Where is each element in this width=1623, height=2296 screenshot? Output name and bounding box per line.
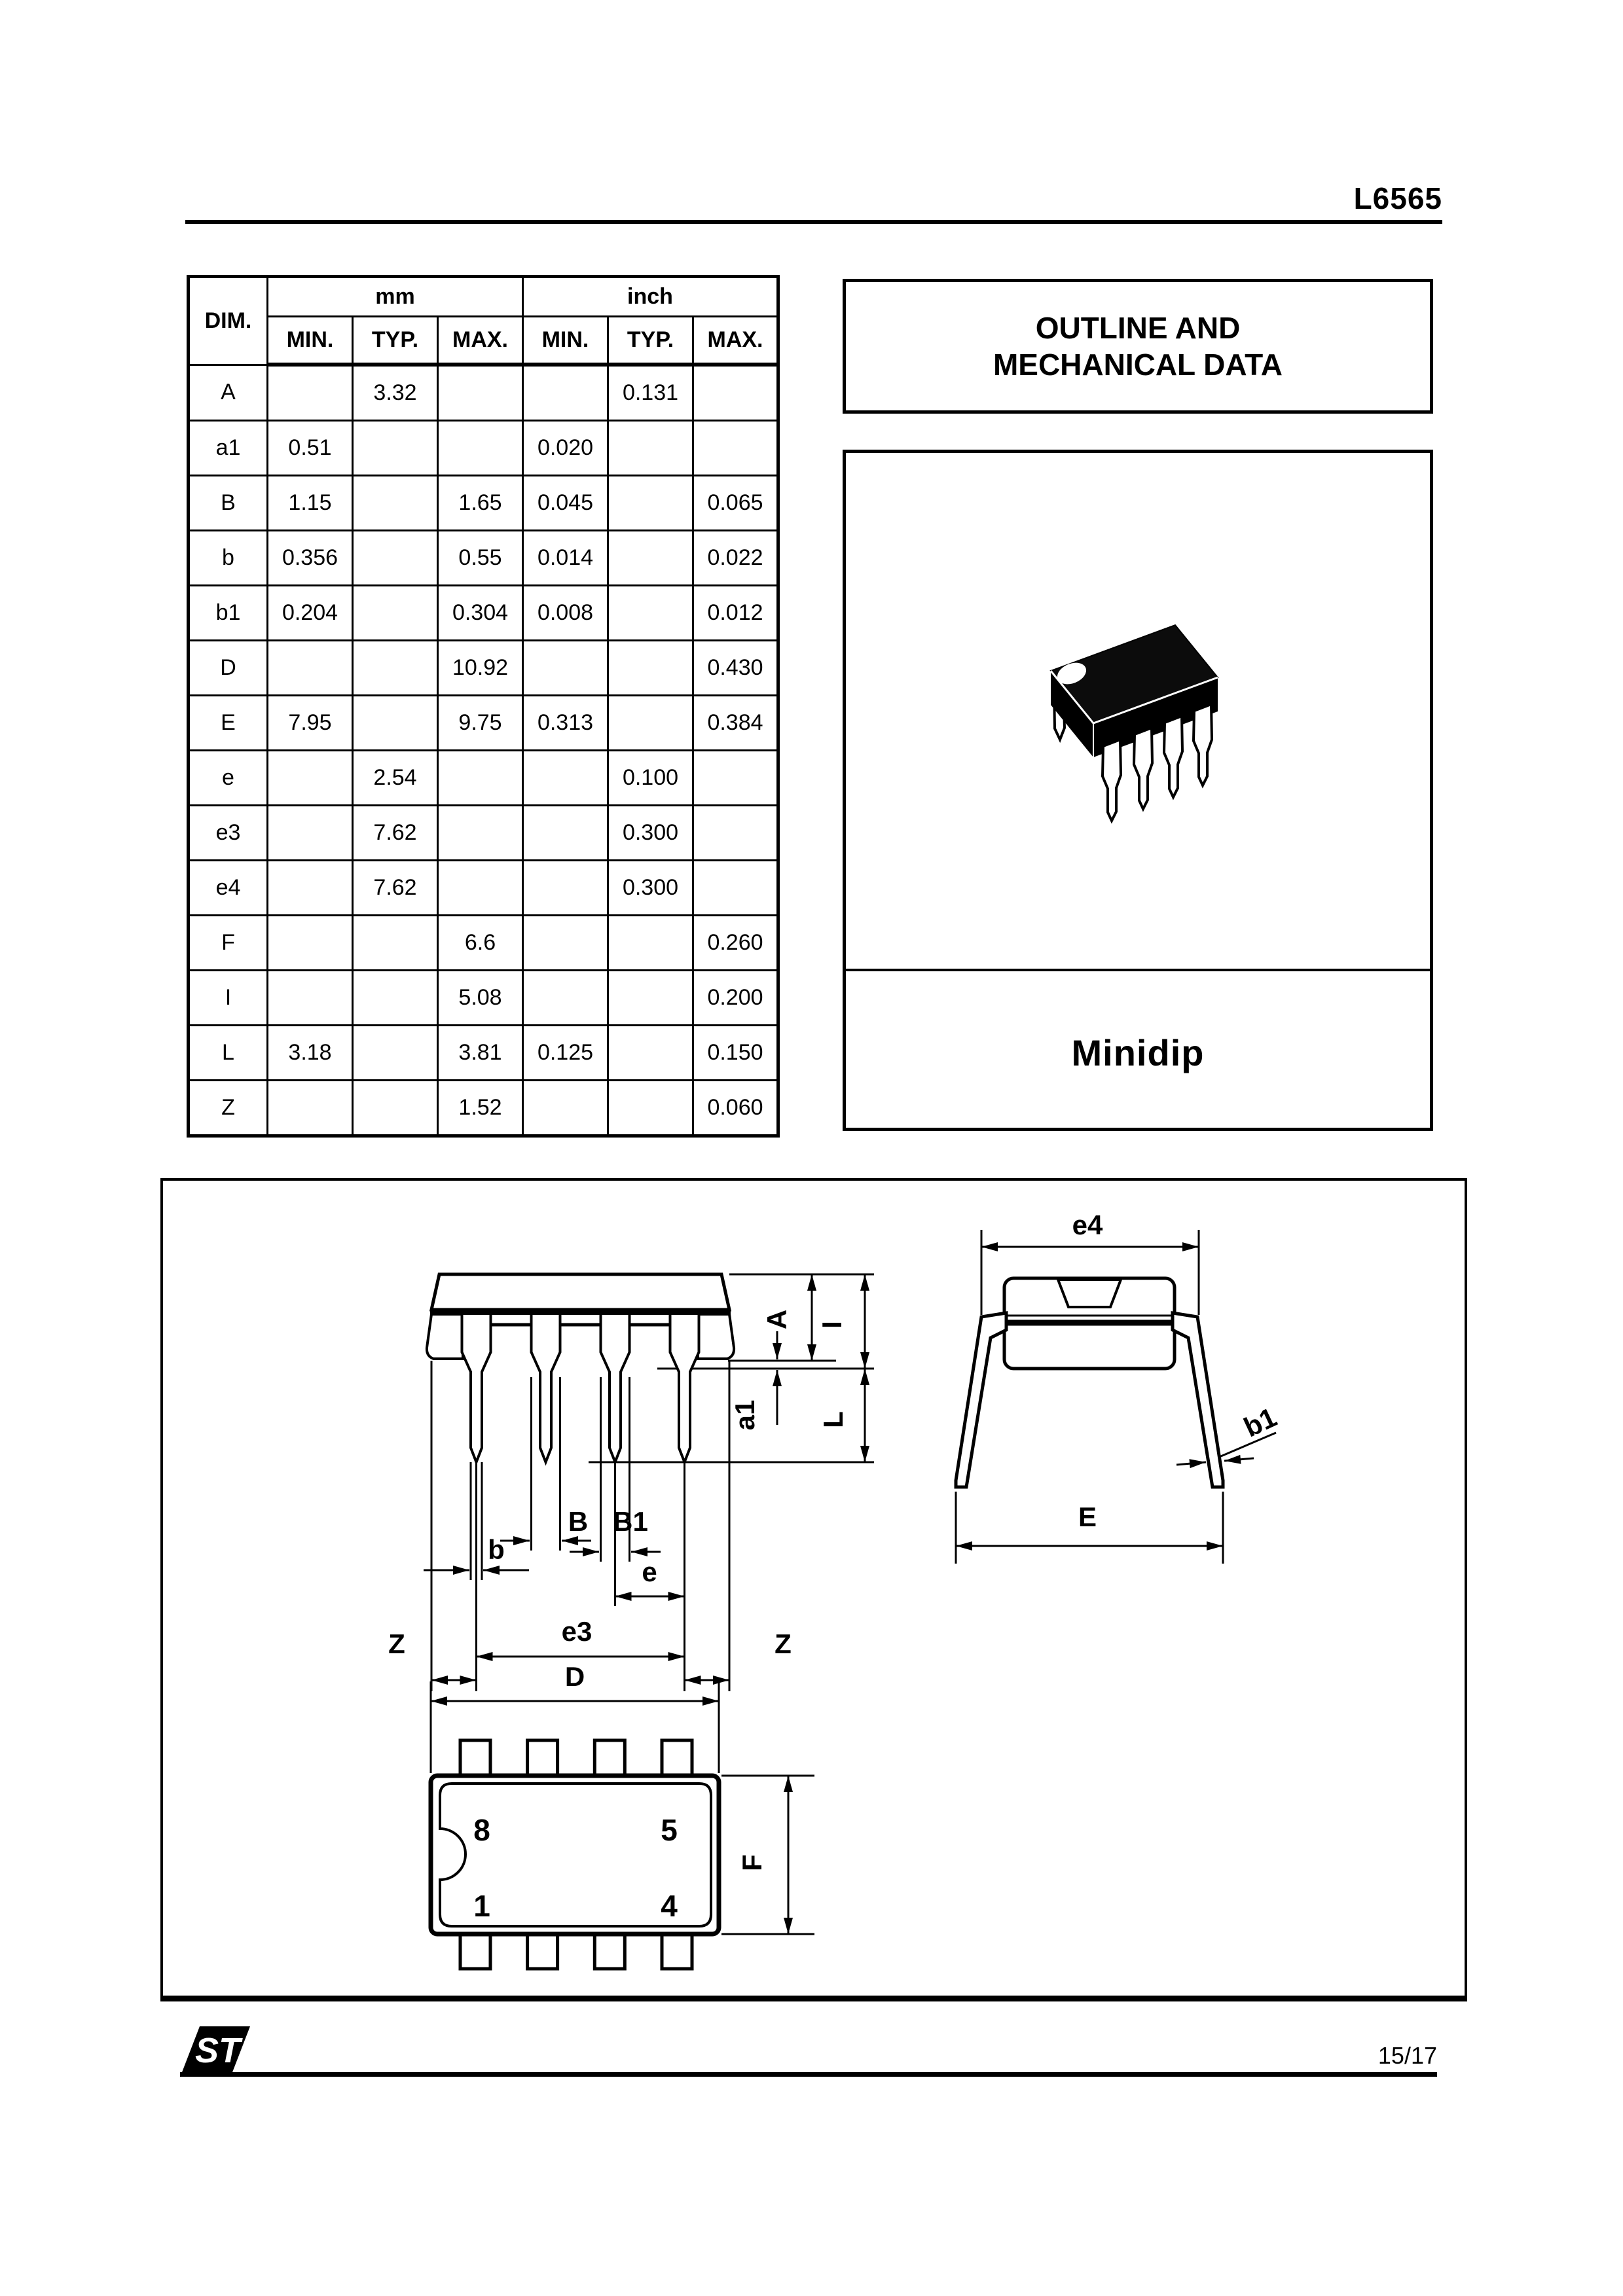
dim-value-cell: 0.012 — [693, 586, 778, 641]
dim-label-I: I — [816, 1321, 847, 1329]
dim-value-cell — [693, 365, 778, 421]
table-row — [189, 421, 778, 476]
dim-name-cell: L — [189, 1026, 268, 1081]
dim-value-cell — [438, 365, 523, 421]
dim-value-cell: 3.81 — [438, 1026, 523, 1081]
dim-value-cell — [268, 1081, 353, 1136]
dim-value-cell: 0.200 — [693, 971, 778, 1026]
dim-value-cell — [608, 586, 693, 641]
side-view-body — [431, 1274, 729, 1310]
dim-value-cell: 0.356 — [268, 531, 353, 586]
page-title: L6565 — [1353, 181, 1442, 215]
pin-number-4: 4 — [661, 1889, 678, 1923]
dim-value-cell: 0.020 — [523, 421, 608, 476]
dim-value-cell — [353, 1026, 438, 1081]
table-row — [189, 365, 778, 421]
st-logo-text: ST — [195, 2031, 241, 2070]
dim-value-cell — [523, 971, 608, 1026]
dim-value-cell — [523, 365, 608, 421]
top-view — [431, 1661, 814, 1969]
dim-value-cell: 6.6 — [438, 916, 523, 971]
dim-value-cell — [608, 696, 693, 751]
table-row — [189, 531, 778, 586]
pin-number-1: 1 — [473, 1889, 490, 1923]
table-row — [189, 1026, 778, 1081]
page-number: 15/17 — [1377, 2042, 1437, 2069]
dim-label-a1: a1 — [729, 1399, 760, 1431]
dim-value-cell — [693, 806, 778, 861]
dim-value-cell — [268, 806, 353, 861]
dim-value-cell — [353, 586, 438, 641]
dim-value-cell — [353, 1081, 438, 1136]
dim-label-b1: b1 — [1239, 1401, 1282, 1443]
outline-title-line1: OUTLINE AND — [1035, 310, 1241, 345]
dim-value-cell — [268, 916, 353, 971]
pin-number-5: 5 — [661, 1813, 678, 1847]
dim-value-cell — [608, 971, 693, 1026]
header-rule — [185, 220, 1442, 224]
dim-value-cell — [523, 641, 608, 696]
end-view-leg-left — [956, 1313, 1006, 1487]
dim-value-cell — [523, 861, 608, 916]
dim-value-cell: 0.300 — [608, 806, 693, 861]
dim-label-e3: e3 — [561, 1616, 593, 1647]
dim-value-cell: 0.150 — [693, 1026, 778, 1081]
end-view — [956, 1210, 1281, 1564]
dim-value-cell: 3.18 — [268, 1026, 353, 1081]
st-logo — [182, 2025, 250, 2077]
dim-value-cell — [268, 751, 353, 806]
dim-value-cell: 0.100 — [608, 751, 693, 806]
dim-value-cell — [268, 641, 353, 696]
dim-value-cell — [353, 476, 438, 531]
dim-label-b: b — [488, 1534, 505, 1565]
table-row — [189, 806, 778, 861]
dim-name-cell: e3 — [189, 806, 268, 861]
table-row — [189, 751, 778, 806]
pin-number-8: 8 — [473, 1813, 490, 1847]
dim-value-cell: 0.313 — [523, 696, 608, 751]
package-3d-image — [846, 453, 1436, 969]
table-row — [189, 641, 778, 696]
dim-value-cell: 1.15 — [268, 476, 353, 531]
dim-name-cell: b1 — [189, 586, 268, 641]
dim-label-B1: B1 — [613, 1506, 648, 1537]
col-header-typ-in: TYP. — [608, 317, 693, 365]
dim-name-cell: e — [189, 751, 268, 806]
dim-value-cell — [608, 531, 693, 586]
side-view — [388, 1274, 874, 1691]
package-box — [843, 450, 1433, 1131]
col-header-min-in: MIN. — [523, 317, 608, 365]
col-header-typ-mm: TYP. — [353, 317, 438, 365]
dim-value-cell: 1.65 — [438, 476, 523, 531]
dim-value-cell: 7.62 — [353, 861, 438, 916]
dim-label-e: e — [642, 1556, 657, 1587]
dim-value-cell — [608, 1026, 693, 1081]
dim-label-F: F — [737, 1854, 767, 1871]
dim-value-cell — [353, 531, 438, 586]
dim-value-cell — [693, 421, 778, 476]
col-header-max-in: MAX. — [693, 317, 778, 365]
dim-name-cell: b — [189, 531, 268, 586]
dim-value-cell — [268, 861, 353, 916]
dim-value-cell: 3.32 — [353, 365, 438, 421]
dim-table — [187, 275, 780, 1138]
outline-title-box — [843, 279, 1433, 414]
table-row — [189, 586, 778, 641]
table-row — [189, 971, 778, 1026]
dim-value-cell: 0.008 — [523, 586, 608, 641]
dim-value-cell: 5.08 — [438, 971, 523, 1026]
table-row — [189, 916, 778, 971]
dim-value-cell: 0.045 — [523, 476, 608, 531]
dim-name-cell: E — [189, 696, 268, 751]
dim-label-Z-right: Z — [775, 1628, 792, 1659]
dim-value-cell — [438, 861, 523, 916]
end-view-leg-right — [1173, 1313, 1223, 1487]
dim-name-cell: I — [189, 971, 268, 1026]
dim-label-e4: e4 — [1072, 1210, 1103, 1240]
dim-value-cell: 9.75 — [438, 696, 523, 751]
dim-name-cell: D — [189, 641, 268, 696]
dim-value-cell — [353, 696, 438, 751]
package-name: Minidip — [1071, 1032, 1205, 1073]
dim-value-cell: 0.014 — [523, 531, 608, 586]
dim-label-B: B — [568, 1506, 589, 1537]
dim-value-cell — [523, 806, 608, 861]
mechanical-drawing — [163, 1181, 1465, 1996]
dim-name-cell: B — [189, 476, 268, 531]
dim-value-cell — [438, 421, 523, 476]
table-row — [189, 861, 778, 916]
end-view-notch — [1058, 1280, 1121, 1307]
side-view-pins — [462, 1314, 699, 1462]
dim-value-cell — [608, 641, 693, 696]
col-header-min-mm: MIN. — [268, 317, 353, 365]
dim-name-cell: F — [189, 916, 268, 971]
outline-title-line2: MECHANICAL DATA — [993, 348, 1283, 382]
dim-value-cell — [608, 476, 693, 531]
dim-value-cell: 2.54 — [353, 751, 438, 806]
col-header-inch: inch — [523, 277, 778, 317]
dim-value-cell: 0.131 — [608, 365, 693, 421]
dim-value-cell — [438, 751, 523, 806]
dim-value-cell — [608, 1081, 693, 1136]
dim-label-A: A — [761, 1309, 792, 1330]
footer-rule — [180, 2072, 1437, 2077]
dim-value-cell — [608, 916, 693, 971]
dim-value-cell: 7.62 — [353, 806, 438, 861]
dim-table-body — [189, 365, 778, 1136]
table-header-row-minmax — [189, 317, 778, 365]
table-header-row-units — [189, 277, 778, 317]
dim-value-cell: 1.52 — [438, 1081, 523, 1136]
dim-value-cell: 0.022 — [693, 531, 778, 586]
dim-value-cell — [608, 421, 693, 476]
dim-value-cell — [353, 916, 438, 971]
dim-name-cell: A — [189, 365, 268, 421]
col-header-mm: mm — [268, 277, 523, 317]
dim-value-cell: 10.92 — [438, 641, 523, 696]
dim-value-cell: 7.95 — [268, 696, 353, 751]
dim-value-cell: 0.430 — [693, 641, 778, 696]
dim-value-cell: 0.065 — [693, 476, 778, 531]
dim-label-D: D — [564, 1661, 585, 1692]
dim-label-E: E — [1078, 1501, 1097, 1532]
dim-value-cell: 0.300 — [608, 861, 693, 916]
mechanical-drawing-box — [160, 1178, 1467, 2001]
dim-value-cell: 0.204 — [268, 586, 353, 641]
dim-value-cell — [353, 421, 438, 476]
dim-value-cell — [353, 641, 438, 696]
dim-label-Z-left: Z — [388, 1628, 405, 1659]
dim-value-cell — [523, 751, 608, 806]
dim-name-cell: a1 — [189, 421, 268, 476]
dim-value-cell: 0.304 — [438, 586, 523, 641]
dim-label-L: L — [818, 1411, 848, 1428]
table-row — [189, 696, 778, 751]
col-header-max-mm: MAX. — [438, 317, 523, 365]
dimensions-table-wrap — [187, 275, 780, 1138]
dim-value-cell — [693, 861, 778, 916]
dim-value-cell: 0.060 — [693, 1081, 778, 1136]
dim-value-cell — [523, 1081, 608, 1136]
dim-value-cell — [268, 365, 353, 421]
dim-value-cell: 0.51 — [268, 421, 353, 476]
dim-value-cell — [353, 971, 438, 1026]
table-row — [189, 1081, 778, 1136]
dim-value-cell — [268, 971, 353, 1026]
dim-value-cell: 0.384 — [693, 696, 778, 751]
dim-value-cell — [693, 751, 778, 806]
dim-value-cell — [523, 916, 608, 971]
dim-value-cell — [438, 806, 523, 861]
dim-name-cell: e4 — [189, 861, 268, 916]
col-header-dim: DIM. — [189, 277, 268, 365]
dim-name-cell: Z — [189, 1081, 268, 1136]
dim-value-cell: 0.125 — [523, 1026, 608, 1081]
dim-value-cell: 0.260 — [693, 916, 778, 971]
table-row — [189, 476, 778, 531]
dim-value-cell: 0.55 — [438, 531, 523, 586]
